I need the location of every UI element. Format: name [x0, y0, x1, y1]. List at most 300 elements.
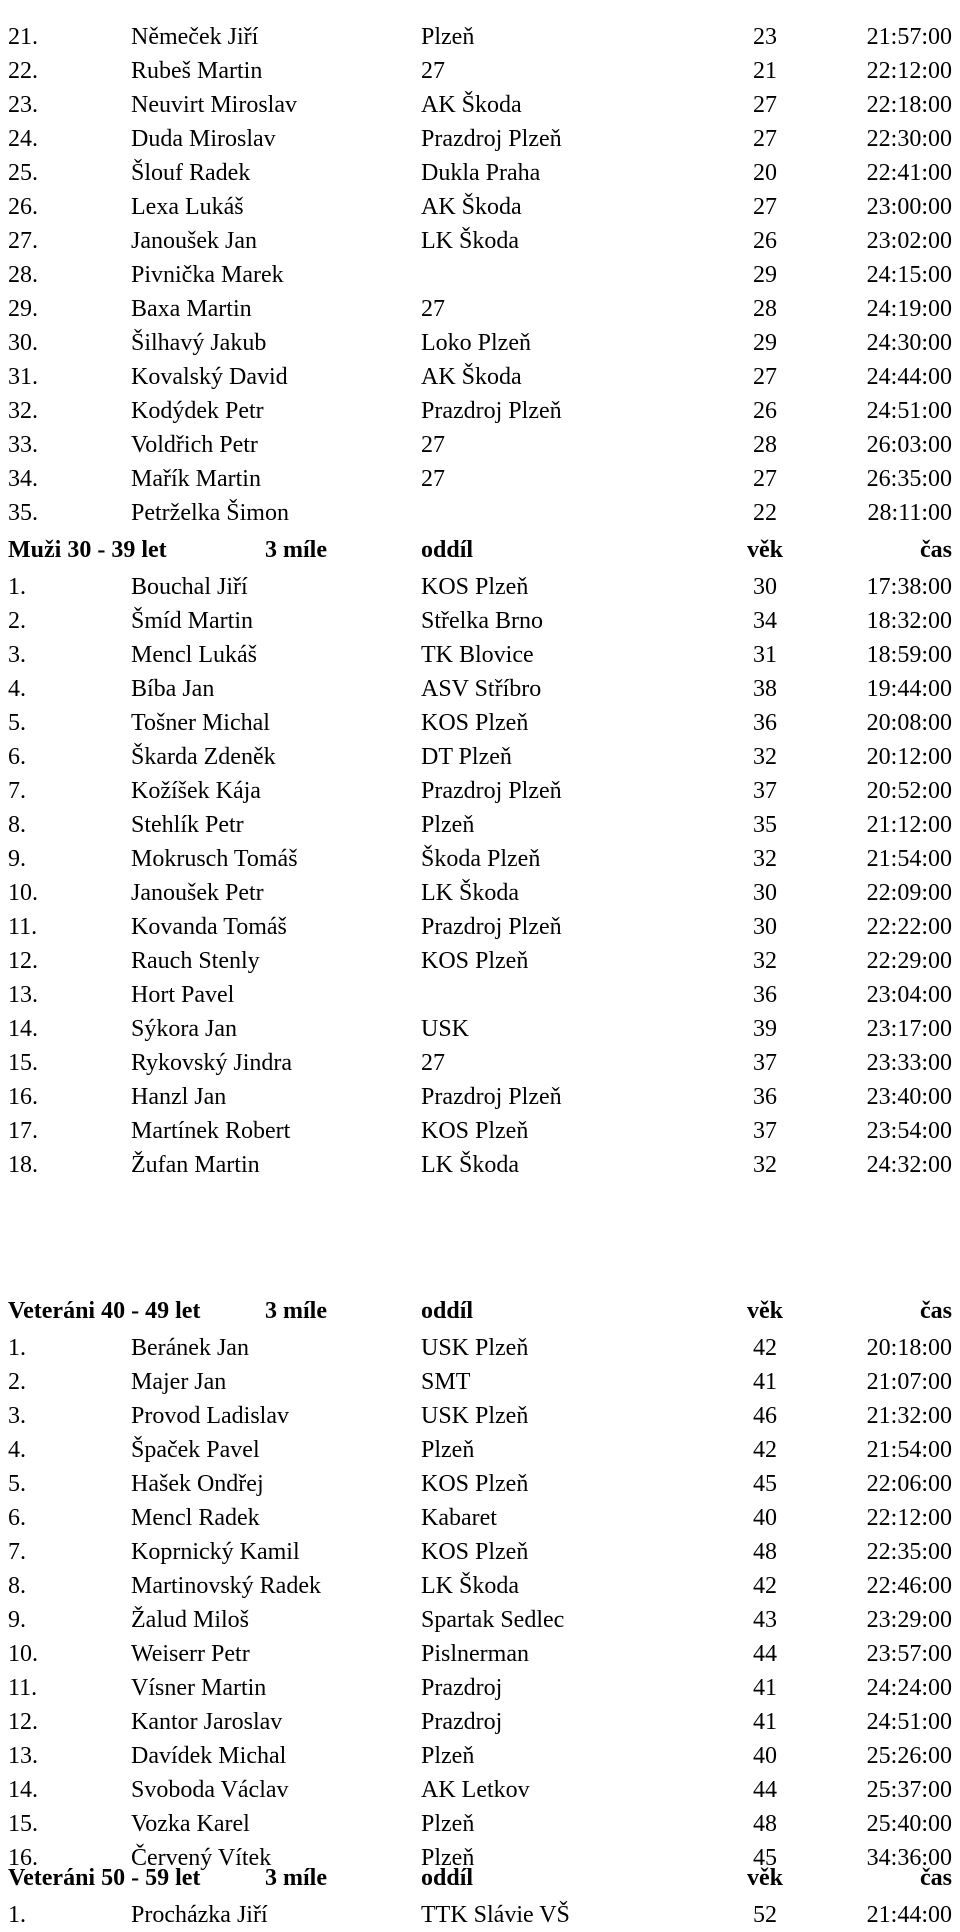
age-cell: 30 — [753, 574, 777, 600]
time-cell: 23:29:00 — [866, 1607, 952, 1633]
rank-cell: 2. — [8, 608, 26, 634]
age-cell: 41 — [753, 1369, 777, 1395]
age-cell: 52 — [753, 1902, 777, 1928]
result-row — [0, 122, 960, 156]
time-cell: 24:15:00 — [866, 262, 952, 288]
rank-cell: 2. — [8, 1369, 26, 1395]
age-cell: 48 — [753, 1539, 777, 1565]
result-row — [0, 808, 960, 842]
time-column-header: čas — [920, 1298, 952, 1324]
club-cell: TK Blovice — [421, 642, 534, 668]
rank-cell: 10. — [8, 880, 38, 906]
time-cell: 20:52:00 — [866, 778, 952, 804]
club-cell: AK Škoda — [421, 92, 522, 118]
result-row — [0, 1705, 960, 1739]
club-cell: Plzeň — [421, 1845, 475, 1871]
rank-cell: 26. — [8, 194, 38, 220]
club-cell: 27 — [421, 1050, 445, 1076]
age-cell: 41 — [753, 1709, 777, 1735]
time-cell: 24:19:00 — [866, 296, 952, 322]
club-cell: KOS Plzeň — [421, 1539, 529, 1565]
rank-cell: 23. — [8, 92, 38, 118]
result-row — [0, 88, 960, 122]
age-cell: 37 — [753, 778, 777, 804]
time-cell: 21:12:00 — [866, 812, 952, 838]
age-cell: 43 — [753, 1607, 777, 1633]
rank-cell: 13. — [8, 1743, 38, 1769]
name-cell: Janoušek Petr — [131, 880, 264, 906]
time-cell: 17:38:00 — [866, 574, 952, 600]
name-cell: Duda Miroslav — [131, 126, 276, 152]
time-cell: 25:26:00 — [866, 1743, 952, 1769]
rank-cell: 8. — [8, 812, 26, 838]
age-cell: 28 — [753, 296, 777, 322]
rank-cell: 11. — [8, 914, 38, 940]
rank-cell: 4. — [8, 676, 26, 702]
name-cell: Kovalský David — [131, 364, 288, 390]
result-row — [0, 156, 960, 190]
time-cell: 22:18:00 — [866, 92, 952, 118]
result-row — [0, 1080, 960, 1114]
age-cell: 27 — [753, 364, 777, 390]
rank-cell: 5. — [8, 710, 26, 736]
result-row — [0, 604, 960, 638]
result-row — [0, 224, 960, 258]
result-row — [0, 1399, 960, 1433]
distance-label: 3 míle — [265, 1298, 327, 1324]
club-cell: Prazdroj Plzeň — [421, 778, 562, 804]
club-cell: USK Plzeň — [421, 1335, 529, 1361]
name-cell: Svoboda Václav — [131, 1777, 289, 1803]
name-cell: Janoušek Jan — [131, 228, 257, 254]
time-cell: 24:44:00 — [866, 364, 952, 390]
time-cell: 18:32:00 — [866, 608, 952, 634]
age-cell: 40 — [753, 1743, 777, 1769]
name-cell: Kodýdek Petr — [131, 398, 264, 424]
name-cell: Neuvirt Miroslav — [131, 92, 297, 118]
age-cell: 38 — [753, 676, 777, 702]
age-cell: 32 — [753, 948, 777, 974]
name-cell: Sýkora Jan — [131, 1016, 237, 1042]
club-cell: Prazdroj Plzeň — [421, 1084, 562, 1110]
club-cell: 27 — [421, 296, 445, 322]
result-row — [0, 978, 960, 1012]
rank-cell: 1. — [8, 1335, 26, 1361]
name-cell: Kovanda Tomáš — [131, 914, 287, 940]
result-row — [0, 54, 960, 88]
rank-cell: 6. — [8, 744, 26, 770]
time-cell: 23:33:00 — [866, 1050, 952, 1076]
club-cell: Prazdroj Plzeň — [421, 398, 562, 424]
age-cell: 32 — [753, 846, 777, 872]
club-cell: DT Plzeň — [421, 744, 512, 770]
time-cell: 22:41:00 — [866, 160, 952, 186]
age-cell: 36 — [753, 710, 777, 736]
result-row — [0, 944, 960, 978]
time-cell: 23:00:00 — [866, 194, 952, 220]
result-row — [0, 292, 960, 326]
rank-cell: 29. — [8, 296, 38, 322]
age-column-header: věk — [747, 1865, 783, 1891]
name-cell: Bouchal Jiří — [131, 574, 248, 600]
rank-cell: 15. — [8, 1811, 38, 1837]
club-cell: SMT — [421, 1369, 471, 1395]
result-row — [0, 1012, 960, 1046]
club-cell: ASV Stříbro — [421, 676, 542, 702]
age-cell: 30 — [753, 914, 777, 940]
name-cell: Rauch Stenly — [131, 948, 260, 974]
name-cell: Davídek Michal — [131, 1743, 287, 1769]
name-cell: Kantor Jaroslav — [131, 1709, 283, 1735]
rank-cell: 27. — [8, 228, 38, 254]
club-cell: Plzeň — [421, 1743, 475, 1769]
name-cell: Procházka Jiří — [131, 1902, 268, 1928]
time-cell: 22:29:00 — [866, 948, 952, 974]
time-cell: 22:06:00 — [866, 1471, 952, 1497]
time-column-header: čas — [920, 1865, 952, 1891]
club-cell: KOS Plzeň — [421, 1118, 529, 1144]
time-cell: 21:57:00 — [866, 24, 952, 50]
category-title: Veteráni 40 - 49 let — [8, 1298, 201, 1324]
time-cell: 22:46:00 — [866, 1573, 952, 1599]
rank-cell: 8. — [8, 1573, 26, 1599]
time-cell: 23:40:00 — [866, 1084, 952, 1110]
distance-label: 3 míle — [265, 1865, 327, 1891]
club-cell: Škoda Plzeň — [421, 846, 541, 872]
result-row — [0, 1433, 960, 1467]
time-column-header: čas — [920, 537, 952, 563]
rank-cell: 25. — [8, 160, 38, 186]
age-cell: 44 — [753, 1641, 777, 1667]
result-row — [0, 1046, 960, 1080]
club-cell: Plzeň — [421, 1437, 475, 1463]
category-header — [0, 1294, 960, 1328]
name-cell: Baxa Martin — [131, 296, 252, 322]
name-cell: Majer Jan — [131, 1369, 227, 1395]
name-cell: Lexa Lukáš — [131, 194, 244, 220]
club-cell: KOS Plzeň — [421, 574, 529, 600]
rank-cell: 3. — [8, 642, 26, 668]
club-cell: LK Škoda — [421, 1152, 519, 1178]
club-cell: Loko Plzeň — [421, 330, 531, 356]
result-row — [0, 1569, 960, 1603]
name-cell: Weiserr Petr — [131, 1641, 250, 1667]
age-cell: 27 — [753, 92, 777, 118]
age-cell: 32 — [753, 1152, 777, 1178]
name-cell: Vísner Martin — [131, 1675, 267, 1701]
rank-cell: 24. — [8, 126, 38, 152]
club-cell: Prazdroj Plzeň — [421, 914, 562, 940]
club-cell: KOS Plzeň — [421, 710, 529, 736]
age-cell: 27 — [753, 466, 777, 492]
name-cell: Kožíšek Kája — [131, 778, 261, 804]
time-cell: 20:12:00 — [866, 744, 952, 770]
rank-cell: 18. — [8, 1152, 38, 1178]
rank-cell: 1. — [8, 1902, 26, 1928]
time-cell: 23:54:00 — [866, 1118, 952, 1144]
club-cell: Plzeň — [421, 1811, 475, 1837]
result-row — [0, 496, 960, 530]
age-cell: 40 — [753, 1505, 777, 1531]
result-row — [0, 258, 960, 292]
club-cell: 27 — [421, 432, 445, 458]
time-cell: 21:54:00 — [866, 1437, 952, 1463]
time-cell: 22:12:00 — [866, 1505, 952, 1531]
age-cell: 45 — [753, 1845, 777, 1871]
name-cell: Provod Ladislav — [131, 1403, 289, 1429]
name-cell: Tošner Michal — [131, 710, 270, 736]
name-cell: Červený Vítek — [131, 1845, 272, 1871]
age-cell: 41 — [753, 1675, 777, 1701]
name-cell: Rubeš Martin — [131, 58, 263, 84]
age-cell: 28 — [753, 432, 777, 458]
age-cell: 29 — [753, 262, 777, 288]
rank-cell: 9. — [8, 846, 26, 872]
name-cell: Beránek Jan — [131, 1335, 249, 1361]
time-cell: 28:11:00 — [867, 500, 952, 526]
time-cell: 23:04:00 — [866, 982, 952, 1008]
result-row — [0, 1671, 960, 1705]
name-cell: Mařík Martin — [131, 466, 261, 492]
club-cell: Prazdroj Plzeň — [421, 126, 562, 152]
name-cell: Martínek Robert — [131, 1118, 291, 1144]
age-cell: 42 — [753, 1573, 777, 1599]
age-cell: 34 — [753, 608, 777, 634]
result-row — [0, 1331, 960, 1365]
name-cell: Hašek Ondřej — [131, 1471, 264, 1497]
club-cell: Plzeň — [421, 812, 475, 838]
time-cell: 22:35:00 — [866, 1539, 952, 1565]
result-row — [0, 1148, 960, 1182]
result-row — [0, 842, 960, 876]
rank-cell: 12. — [8, 1709, 38, 1735]
age-cell: 27 — [753, 126, 777, 152]
result-row — [0, 190, 960, 224]
age-cell: 20 — [753, 160, 777, 186]
club-cell: AK Škoda — [421, 194, 522, 220]
rank-cell: 14. — [8, 1016, 38, 1042]
age-cell: 32 — [753, 744, 777, 770]
age-cell: 36 — [753, 1084, 777, 1110]
result-row — [0, 1637, 960, 1671]
result-row — [0, 1467, 960, 1501]
club-column-header: oddíl — [421, 537, 474, 563]
time-cell: 26:35:00 — [866, 466, 952, 492]
name-cell: Šlouf Radek — [131, 160, 251, 186]
category-title: Muži 30 - 39 let — [8, 537, 167, 563]
name-cell: Škarda Zdeněk — [131, 744, 276, 770]
club-cell: Kabaret — [421, 1505, 497, 1531]
name-cell: Hanzl Jan — [131, 1084, 227, 1110]
result-row — [0, 1807, 960, 1841]
result-row — [0, 706, 960, 740]
age-cell: 26 — [753, 228, 777, 254]
rank-cell: 31. — [8, 364, 38, 390]
result-row — [0, 876, 960, 910]
rank-cell: 9. — [8, 1607, 26, 1633]
time-cell: 22:22:00 — [866, 914, 952, 940]
result-row — [0, 638, 960, 672]
result-row — [0, 740, 960, 774]
age-cell: 37 — [753, 1050, 777, 1076]
club-cell: Spartak Sedlec — [421, 1607, 565, 1633]
club-cell: LK Škoda — [421, 228, 519, 254]
name-cell: Žalud Miloš — [131, 1607, 249, 1633]
name-cell: Šilhavý Jakub — [131, 330, 267, 356]
rank-cell: 16. — [8, 1845, 38, 1871]
rank-cell: 32. — [8, 398, 38, 424]
name-cell: Mencl Radek — [131, 1505, 260, 1531]
age-cell: 26 — [753, 398, 777, 424]
name-cell: Špaček Pavel — [131, 1437, 260, 1463]
name-cell: Mokrusch Tomáš — [131, 846, 298, 872]
distance-label: 3 míle — [265, 537, 327, 563]
club-column-header: oddíl — [421, 1865, 474, 1891]
result-row — [0, 1365, 960, 1399]
result-row — [0, 774, 960, 808]
category-title: Veteráni 50 - 59 let — [8, 1865, 201, 1891]
result-row — [0, 1501, 960, 1535]
result-row — [0, 462, 960, 496]
rank-cell: 1. — [8, 574, 26, 600]
time-cell: 22:30:00 — [866, 126, 952, 152]
club-cell: LK Škoda — [421, 880, 519, 906]
result-row — [0, 1898, 960, 1932]
age-cell: 45 — [753, 1471, 777, 1497]
age-cell: 36 — [753, 982, 777, 1008]
result-row — [0, 326, 960, 360]
rank-cell: 17. — [8, 1118, 38, 1144]
name-cell: Martinovský Radek — [131, 1573, 321, 1599]
result-row — [0, 1739, 960, 1773]
age-cell: 42 — [753, 1335, 777, 1361]
club-cell: Prazdroj — [421, 1675, 503, 1701]
age-cell: 22 — [753, 500, 777, 526]
rank-cell: 35. — [8, 500, 38, 526]
age-cell: 42 — [753, 1437, 777, 1463]
time-cell: 23:17:00 — [866, 1016, 952, 1042]
age-cell: 23 — [753, 24, 777, 50]
rank-cell: 30. — [8, 330, 38, 356]
time-cell: 21:07:00 — [866, 1369, 952, 1395]
time-cell: 23:02:00 — [866, 228, 952, 254]
time-cell: 24:30:00 — [866, 330, 952, 356]
rank-cell: 14. — [8, 1777, 38, 1803]
name-cell: Rykovský Jindra — [131, 1050, 293, 1076]
name-cell: Stehlík Petr — [131, 812, 244, 838]
age-cell: 31 — [753, 642, 777, 668]
rank-cell: 33. — [8, 432, 38, 458]
club-cell: USK — [421, 1016, 470, 1042]
time-cell: 26:03:00 — [866, 432, 952, 458]
time-cell: 20:18:00 — [866, 1335, 952, 1361]
rank-cell: 12. — [8, 948, 38, 974]
club-cell: AK Letkov — [421, 1777, 530, 1803]
name-cell: Petrželka Šimon — [131, 500, 289, 526]
category-header — [0, 1861, 960, 1895]
rank-cell: 22. — [8, 58, 38, 84]
time-cell: 24:51:00 — [866, 398, 952, 424]
rank-cell: 11. — [8, 1675, 38, 1701]
name-cell: Šmíd Martin — [131, 608, 254, 634]
age-column-header: věk — [747, 1298, 783, 1324]
club-cell: 27 — [421, 466, 445, 492]
club-cell: Dukla Praha — [421, 160, 541, 186]
time-cell: 20:08:00 — [866, 710, 952, 736]
club-cell: TTK Slávie VŠ — [421, 1902, 570, 1928]
time-cell: 18:59:00 — [866, 642, 952, 668]
time-cell: 23:57:00 — [866, 1641, 952, 1667]
name-cell: Němeček Jiří — [131, 24, 259, 50]
name-cell: Hort Pavel — [131, 982, 235, 1008]
club-cell: Pislnerman — [421, 1641, 529, 1667]
result-row — [0, 360, 960, 394]
name-cell: Žufan Martin — [131, 1152, 260, 1178]
result-row — [0, 570, 960, 604]
time-cell: 34:36:00 — [866, 1845, 952, 1871]
result-row — [0, 910, 960, 944]
name-cell: Pivnička Marek — [131, 262, 284, 288]
result-row — [0, 1603, 960, 1637]
rank-cell: 7. — [8, 778, 26, 804]
result-row — [0, 1535, 960, 1569]
time-cell: 22:12:00 — [866, 58, 952, 84]
club-cell: Plzeň — [421, 24, 475, 50]
rank-cell: 7. — [8, 1539, 26, 1565]
result-row — [0, 1114, 960, 1148]
rank-cell: 28. — [8, 262, 38, 288]
time-cell: 21:44:00 — [866, 1902, 952, 1928]
rank-cell: 6. — [8, 1505, 26, 1531]
rank-cell: 13. — [8, 982, 38, 1008]
time-cell: 21:32:00 — [866, 1403, 952, 1429]
result-row — [0, 394, 960, 428]
club-cell: Střelka Brno — [421, 608, 543, 634]
age-cell: 35 — [753, 812, 777, 838]
club-cell: AK Škoda — [421, 364, 522, 390]
rank-cell: 15. — [8, 1050, 38, 1076]
age-column-header: věk — [747, 537, 783, 563]
time-cell: 22:09:00 — [866, 880, 952, 906]
result-row — [0, 428, 960, 462]
time-cell: 24:24:00 — [866, 1675, 952, 1701]
name-cell: Mencl Lukáš — [131, 642, 257, 668]
age-cell: 37 — [753, 1118, 777, 1144]
time-cell: 19:44:00 — [866, 676, 952, 702]
club-cell: Prazdroj — [421, 1709, 503, 1735]
rank-cell: 16. — [8, 1084, 38, 1110]
result-row — [0, 20, 960, 54]
age-cell: 48 — [753, 1811, 777, 1837]
rank-cell: 5. — [8, 1471, 26, 1497]
time-cell: 25:37:00 — [866, 1777, 952, 1803]
time-cell: 24:32:00 — [866, 1152, 952, 1178]
time-cell: 24:51:00 — [866, 1709, 952, 1735]
rank-cell: 3. — [8, 1403, 26, 1429]
age-cell: 39 — [753, 1016, 777, 1042]
rank-cell: 4. — [8, 1437, 26, 1463]
age-cell: 30 — [753, 880, 777, 906]
time-cell: 21:54:00 — [866, 846, 952, 872]
result-row — [0, 672, 960, 706]
time-cell: 25:40:00 — [866, 1811, 952, 1837]
rank-cell: 21. — [8, 24, 38, 50]
rank-cell: 34. — [8, 466, 38, 492]
age-cell: 21 — [753, 58, 777, 84]
age-cell: 44 — [753, 1777, 777, 1803]
club-cell: KOS Plzeň — [421, 1471, 529, 1497]
club-cell: 27 — [421, 58, 445, 84]
